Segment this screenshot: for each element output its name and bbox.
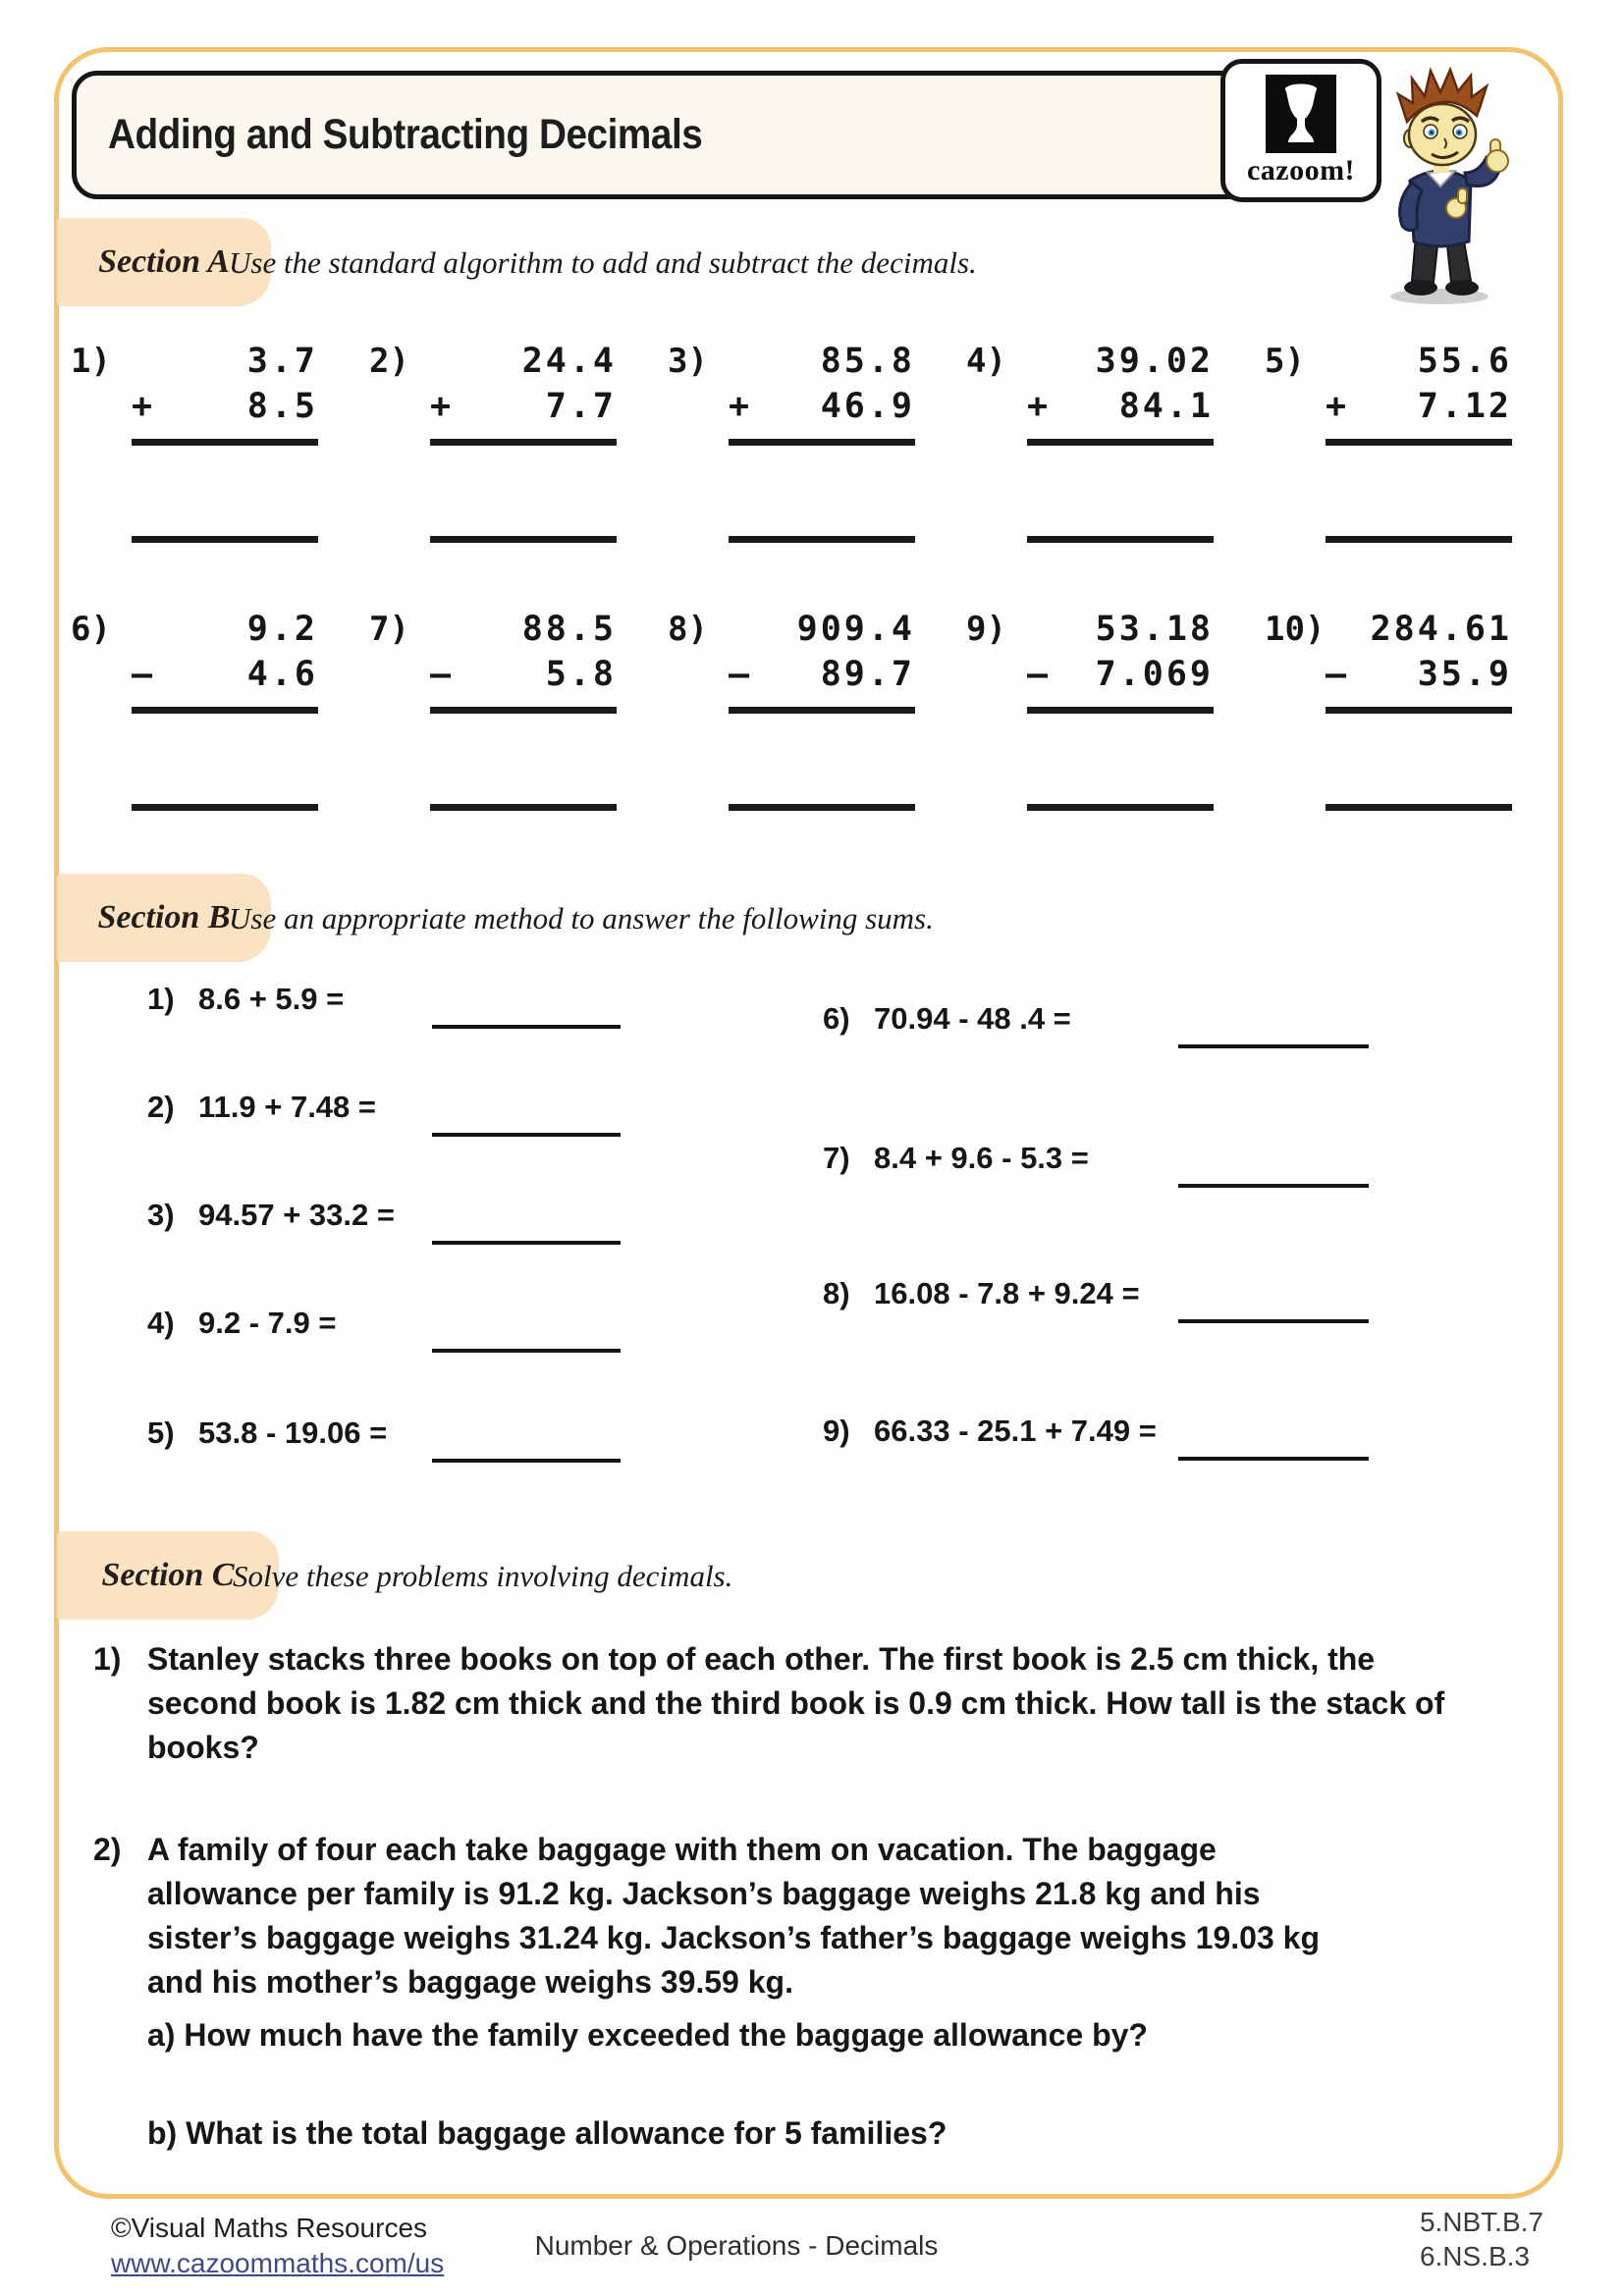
operator: + xyxy=(132,387,156,426)
problem-stack xyxy=(1326,607,1512,811)
footer-category: Number & Operations - Decimals xyxy=(534,2230,939,2261)
problem-expression: 70.94 - 48 .4 = xyxy=(874,1001,1071,1036)
sum-problem xyxy=(823,1141,1089,1176)
section-a-row-2 xyxy=(71,607,1563,811)
answer-blank[interactable] xyxy=(1178,1457,1369,1461)
operand-bottom: 46.9 xyxy=(820,387,915,426)
operand-top: 3.7 xyxy=(246,342,318,381)
sub-question-b: b) What is the total baggage allowance for 5 families? xyxy=(147,2115,947,2151)
problem-number: 5) xyxy=(1265,342,1305,381)
problem-number: 4) xyxy=(966,342,1006,381)
title-box xyxy=(72,71,1380,199)
answer-line[interactable] xyxy=(1326,536,1512,543)
problem-number: 10) xyxy=(1265,610,1326,649)
problem-stack xyxy=(729,607,915,811)
operand-top: 9.2 xyxy=(246,610,318,649)
standard-code: 6.NS.B.3 xyxy=(1419,2241,1530,2271)
word-problem xyxy=(93,1637,1468,1770)
copyright-text: ©Visual Maths Resources xyxy=(111,2213,428,2243)
algorithm-problem xyxy=(966,607,1265,811)
problem-stack xyxy=(729,339,915,543)
algorithm-problem xyxy=(71,339,369,543)
sum-problem xyxy=(147,1198,395,1233)
answer-line[interactable] xyxy=(132,536,318,543)
sub-question-a: a) How much have the family exceeded the baggage allowance by? xyxy=(147,2017,1148,2053)
operand-bottom: 7.069 xyxy=(1095,655,1214,694)
section-b-instruction: Use an appropriate method to answer the following sums. xyxy=(229,901,934,935)
answer-blank[interactable] xyxy=(1178,1184,1369,1188)
operand-bottom: 5.8 xyxy=(545,655,617,694)
answer-line[interactable] xyxy=(1027,536,1214,543)
answer-blank[interactable] xyxy=(1178,1044,1369,1048)
drum-icon xyxy=(1266,75,1336,153)
mascot-character xyxy=(1361,43,1536,308)
sum-problem xyxy=(147,1090,376,1125)
sum-line xyxy=(1027,707,1214,714)
answer-line[interactable] xyxy=(729,804,915,811)
sum-line xyxy=(729,439,915,446)
answer-blank[interactable] xyxy=(432,1241,621,1245)
standard-codes xyxy=(1420,2205,1543,2273)
operand-bottom: 89.7 xyxy=(820,655,915,694)
problem-stack xyxy=(132,607,318,811)
footer-link[interactable]: www.cazoommaths.com/us xyxy=(111,2248,445,2278)
problem-expression: 11.9 + 7.48 = xyxy=(198,1090,377,1124)
problem-number: 2) xyxy=(93,1832,122,1867)
answer-blank[interactable] xyxy=(1178,1319,1369,1323)
answer-line[interactable] xyxy=(729,536,915,543)
operand-bottom: 4.6 xyxy=(246,655,318,694)
problem-number: 1) xyxy=(147,982,175,1016)
problem-stack xyxy=(430,339,617,543)
problem-number: 9) xyxy=(823,1414,850,1448)
operand-top: 85.8 xyxy=(820,342,915,381)
operand-bottom: 7.7 xyxy=(545,387,617,426)
operand-bottom: 8.5 xyxy=(246,387,318,426)
answer-blank[interactable] xyxy=(432,1133,621,1137)
sum-problem xyxy=(823,1276,1140,1311)
problem-stack xyxy=(430,607,617,811)
operand-top: 53.18 xyxy=(1095,610,1214,649)
sum-line xyxy=(1027,439,1214,446)
problem-number: 5) xyxy=(147,1415,175,1450)
operator: – xyxy=(729,655,753,694)
operand-bottom: 7.12 xyxy=(1417,387,1512,426)
sum-problem xyxy=(823,1414,1157,1449)
sum-problem xyxy=(147,982,344,1017)
operator: + xyxy=(430,387,455,426)
answer-blank[interactable] xyxy=(432,1459,621,1463)
problem-number: 1) xyxy=(71,342,111,381)
sum-line xyxy=(430,439,617,446)
section-c-instruction: Solve these problems involving decimals. xyxy=(233,1559,733,1593)
problem-stack xyxy=(1326,339,1512,543)
sum-line xyxy=(430,707,617,714)
operand-top: 39.02 xyxy=(1095,342,1214,381)
operator: + xyxy=(1027,387,1052,426)
problem-number: 6) xyxy=(71,610,111,649)
operand-top: 909.4 xyxy=(796,610,915,649)
operand-bottom: 35.9 xyxy=(1417,655,1512,694)
algorithm-problem xyxy=(71,607,369,811)
problem-number: 6) xyxy=(823,1001,850,1036)
problem-number: 4) xyxy=(147,1306,175,1340)
operator: + xyxy=(1326,387,1350,426)
sum-line xyxy=(1326,439,1512,446)
problem-expression: 8.4 + 9.6 - 5.3 = xyxy=(874,1141,1089,1175)
algorithm-problem xyxy=(966,339,1265,543)
problem-expression: 66.33 - 25.1 + 7.49 = xyxy=(874,1414,1157,1448)
answer-line[interactable] xyxy=(430,804,617,811)
section-a-instruction: Use the standard algorithm to add and subtract the decimals. xyxy=(229,245,977,280)
problem-number: 8) xyxy=(668,610,708,649)
problem-stack xyxy=(1027,339,1214,543)
sum-problem xyxy=(823,1001,1071,1037)
problem-expression: 94.57 + 33.2 = xyxy=(198,1198,395,1232)
operator: + xyxy=(729,387,753,426)
problem-number: 2) xyxy=(369,342,409,381)
problem-expression: 8.6 + 5.9 = xyxy=(198,982,345,1016)
sum-problem xyxy=(147,1306,336,1341)
problem-number: 3) xyxy=(147,1198,175,1232)
page-title: Adding and Subtracting Decimals xyxy=(108,111,703,158)
sum-line xyxy=(132,439,318,446)
algorithm-problem xyxy=(668,607,966,811)
answer-blank[interactable] xyxy=(432,1025,621,1029)
standard-code: 5.NBT.B.7 xyxy=(1419,2207,1543,2237)
operand-top: 284.61 xyxy=(1370,610,1512,649)
operand-top: 88.5 xyxy=(521,610,617,649)
problem-number: 1) xyxy=(93,1641,122,1677)
algorithm-problem xyxy=(369,339,668,543)
problem-number: 8) xyxy=(823,1276,850,1310)
problem-text: A family of four each take baggage with them on vacation. The baggage allowance per family is 91.2 kg. Jackson’s baggage weighs 21.8 kg and his sister’s baggage weighs 31.24 kg. Jackson’s father’s baggage weighs 19.03 kg and his mother’s baggage weighs 39.59 kg. xyxy=(147,1832,1320,2000)
operator: – xyxy=(1326,655,1350,694)
algorithm-problem xyxy=(1265,339,1563,543)
section-b-label: Section B xyxy=(57,874,271,962)
cazoom-logo xyxy=(1220,59,1381,202)
problem-number: 7) xyxy=(823,1141,850,1175)
problem-number: 3) xyxy=(668,342,708,381)
sum-problem xyxy=(147,1415,387,1451)
operator: – xyxy=(430,655,455,694)
problem-expression: 16.08 - 7.8 + 9.24 = xyxy=(874,1276,1140,1310)
algorithm-problem xyxy=(369,607,668,811)
logo-text: cazoom! xyxy=(1246,153,1356,187)
word-problem xyxy=(93,1828,1380,2156)
problem-number: 7) xyxy=(369,610,409,649)
algorithm-problem xyxy=(668,339,966,543)
problem-expression: 53.8 - 19.06 = xyxy=(198,1415,388,1450)
problem-number: 2) xyxy=(147,1090,175,1124)
problem-text: Stanley stacks three books on top of each other. The first book is 2.5 cm thick, the second book is 1.82 cm thick and the third book is 0.9 cm thick. How tall is the stack of books? xyxy=(147,1641,1445,1765)
algorithm-problem xyxy=(1265,607,1563,811)
answer-line[interactable] xyxy=(430,536,617,543)
answer-line[interactable] xyxy=(132,804,318,811)
sum-line xyxy=(1326,707,1512,714)
sum-line xyxy=(132,707,318,714)
problem-number: 9) xyxy=(966,610,1006,649)
operand-top: 24.4 xyxy=(521,342,617,381)
answer-line[interactable] xyxy=(1027,804,1214,811)
sum-line xyxy=(729,707,915,714)
answer-line[interactable] xyxy=(1326,804,1512,811)
operator: – xyxy=(1027,655,1052,694)
problem-stack xyxy=(132,339,318,543)
section-a-label: Section A xyxy=(57,218,271,306)
problem-expression: 9.2 - 7.9 = xyxy=(198,1306,337,1340)
answer-blank[interactable] xyxy=(432,1349,621,1353)
operand-bottom: 84.1 xyxy=(1118,387,1214,426)
section-c-label: Section C xyxy=(57,1531,279,1620)
operator: – xyxy=(132,655,156,694)
problem-stack xyxy=(1027,607,1214,811)
operand-top: 55.6 xyxy=(1417,342,1512,381)
section-a-row-1 xyxy=(71,339,1563,543)
